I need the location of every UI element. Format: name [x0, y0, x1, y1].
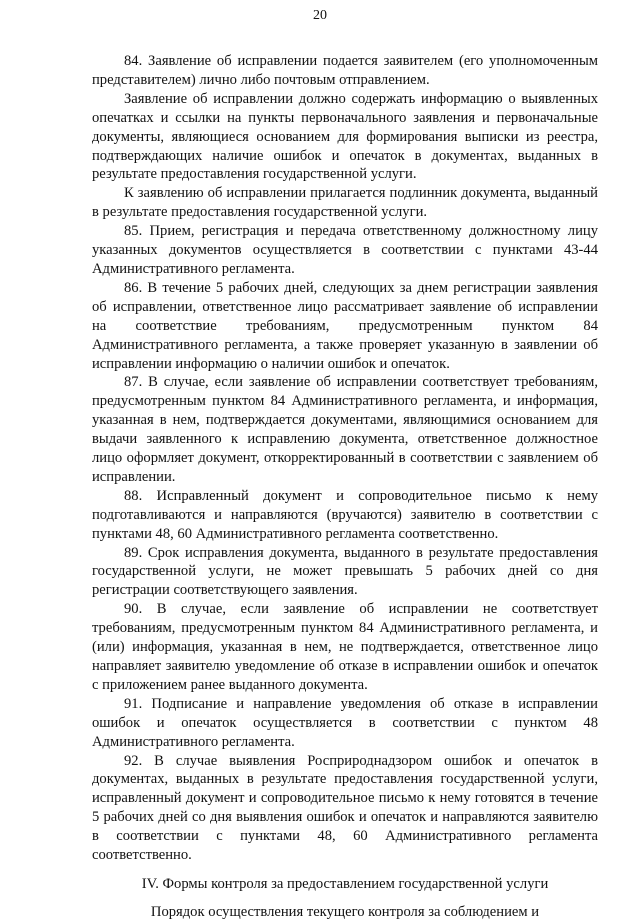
paragraph-84-content: Заявление об исправлении должно содержать информацию о выявленных опечатках и ссылки на пункты первоначального заявления и первоначальные документы, являющиеся основанием для формирования выписки из реестра, подтверждающих наличие ошибок и опечаток в документах, выданных в результате предоставления государственной услуги. — [92, 90, 598, 183]
paragraph-86: 86. В течение 5 рабочих дней, следующих за днем регистрации заявления об исправлении, ответственное лицо рассматривает заявление об исправлении на соответствие требованиям, предусмотренным пунктом 84 Административного регламента, а также проверяет указанную в заявлении об исправлении информацию о наличии ошибок и опечаток. — [92, 279, 598, 372]
paragraph-88: 88. Исправленный документ и сопроводительное письмо к нему подготавливаются и направляются (вручаются) заявителю в соответствии с пунктами 48, 60 Административного регламента соответственно. — [92, 487, 598, 542]
paragraph-84-attachment: К заявлению об исправлении прилагается подлинник документа, выданный в результате предоставления государственной услуги. — [92, 185, 598, 221]
page-number: 20 — [313, 8, 327, 23]
document-body — [92, 52, 598, 922]
paragraph-89: 89. Срок исправления документа, выданного в результате предоставления государственной услуги, не может превышать 5 рабочих дней со дня регистрации соответствующего заявления. — [92, 544, 598, 599]
paragraph-87: 87. В случае, если заявление об исправлении соответствует требованиям, предусмотренным пунктом 84 Административного регламента, и информация, указанная в нем, подтверждается документами, являющимися основанием для выдачи заявленного к исправлению документа, ответственное должностное лицо оформляет документ, откорректированный в соответствии с заявлением об исправлении. — [92, 374, 598, 485]
paragraph-91: 91. Подписание и направление уведомления об отказе в исправлении ошибок и опечаток осуществляется в соответствии с пунктом 48 Административного регламента. — [92, 695, 598, 750]
paragraph-85: 85. Прием, регистрация и передача ответственному должностному лицу указанных документов осуществляется в соответствии с пунктами 43-44 Административного регламента. — [92, 223, 598, 277]
subsection-heading: Порядок осуществления текущего контроля за соблюдением и — [150, 903, 540, 920]
paragraph-92: 92. В случае выявления Росприроднадзором ошибок и опечаток в документах, выданных в результате предоставления государственной услуги, исправленный документ и сопроводительное письмо к нему готовятся в течение 5 рабочих дней со дня выявления ошибок и опечаток и направляются заявителю в соответствии с пунктами 48, 60 Административного регламента соответственно. — [92, 752, 598, 864]
paragraph-84: 84. Заявление об исправлении подается заявителем (его уполномоченным представителем) лично либо почтовым отправлением. — [92, 53, 598, 88]
section-heading: IV. Формы контроля за предоставлением государственной услуги — [141, 875, 549, 892]
paragraph-90: 90. В случае, если заявление об исправлении не соответствует требованиям, предусмотренным пунктом 84 Административного регламента, и (или) информация, указанная в нем, не подтверждается, ответственное лицо направляет заявителю уведомление об отказе в исправлении ошибок и опечаток с приложением ранее выданного документа. — [92, 601, 598, 693]
